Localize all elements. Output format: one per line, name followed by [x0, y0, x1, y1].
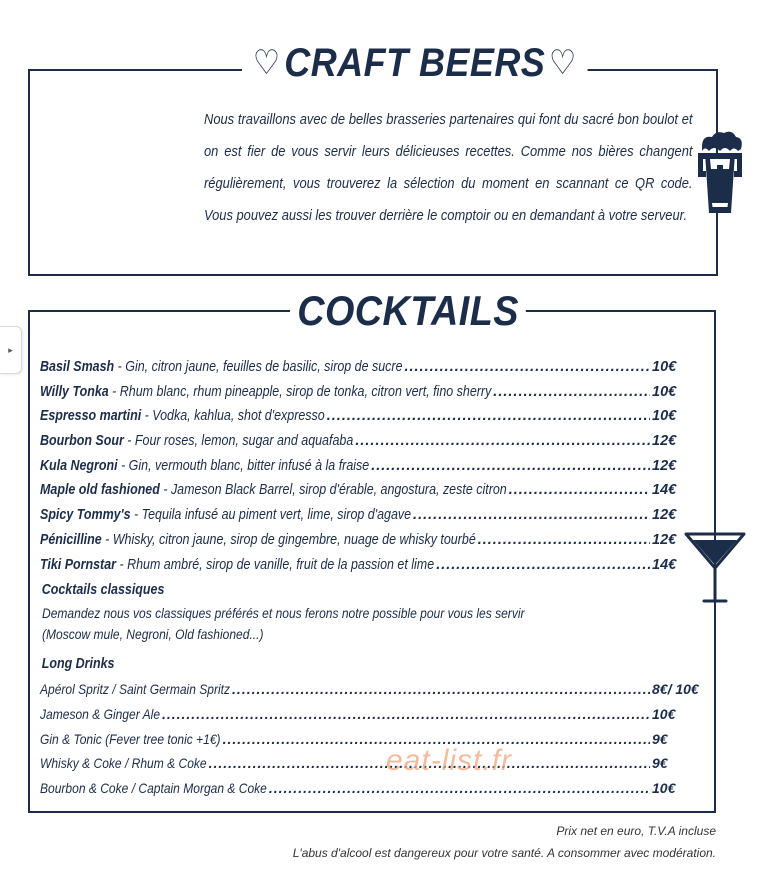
item-name: Spicy Tommy's [40, 507, 131, 524]
menu-item [40, 553, 700, 578]
menu-item [40, 528, 700, 553]
cocktail-menu [40, 355, 700, 801]
dotted-leader [327, 404, 650, 429]
dotted-leader [404, 355, 650, 380]
dotted-leader [509, 478, 650, 503]
beer-glass-icon [694, 129, 746, 215]
menu-item [40, 503, 700, 528]
item-name: Bourbon Sour [40, 433, 128, 450]
item-name: Willy Tonka [40, 383, 109, 400]
dotted-leader [478, 528, 650, 553]
item-price: 10€ [652, 359, 677, 375]
menu-item [40, 429, 700, 454]
craft-beers-title [242, 40, 588, 86]
item-title [40, 380, 491, 405]
item-name: Apérol Spritz / Saint Germain Spritz [40, 681, 231, 698]
classics-heading: Cocktails classiques [41, 582, 165, 599]
long-drink-item [40, 776, 700, 801]
dotted-leader [232, 677, 650, 702]
dotted-leader [413, 503, 650, 528]
item-name: Maple old fashioned [40, 482, 160, 499]
cocktails-title: COCKTAILS [290, 286, 526, 336]
item-title [40, 429, 353, 454]
dotted-leader [355, 429, 650, 454]
item-name: Tiki Pornstar [40, 556, 117, 573]
heart-icon: ♡ [252, 44, 281, 82]
item-name: Espresso martini [40, 408, 145, 425]
item-name: Jameson & Ginger Ale [40, 705, 161, 722]
heart-icon: ♡ [548, 44, 577, 82]
item-name: Bourbon & Coke / Captain Morgan & Coke [40, 779, 267, 796]
item-description: - Rhum blanc, rhum pineapple, sirop de tonka, citron vert, fino sherry [108, 383, 492, 400]
menu-item [40, 404, 700, 429]
long-drink-item [40, 727, 700, 752]
item-title [40, 503, 411, 528]
side-panel-toggle[interactable] [0, 326, 22, 374]
item-price: 14€ [652, 556, 677, 573]
alcohol-warning: L'abus d'alcool est dangereux pour votre santé. A consommer avec modération. [292, 846, 716, 860]
dotted-leader [371, 454, 650, 479]
item-price: 12€ [652, 507, 677, 524]
item-price: 12€ [652, 433, 677, 450]
item-description: - Whisky, citron jaune, sirop de gingembre, nuage de whisky tourbé [101, 531, 476, 548]
classics-line: (Moscow mule, Negroni, Old fashioned...) [42, 626, 264, 643]
item-price: 12€ [652, 457, 677, 474]
classics-line: Demandez nous vos classiques préférés et nous ferons notre possible pour vous les servir [42, 605, 525, 622]
craft-beers-intro: Nous travaillons avec de belles brasseries partenaires qui font du sacré bon boulot et on est fier de vous servir leurs délicieuses recettes. Comme nos bières changent régulièrement, vous trouverez la sélection du moment en scannant ce QR code. Vous pouvez aussi les trouver derrière le comptoir ou en demandant à votre serveur. [204, 111, 693, 224]
item-price: 10€ [652, 408, 677, 425]
item-description: - Jameson Black Barrel, sirop d'érable, angostura, zeste citron [159, 482, 507, 499]
menu-item [40, 478, 700, 503]
craft-beers-title-text: CRAFT BEERS [284, 40, 546, 85]
item-price: 14€ [652, 482, 677, 499]
item-price: 10€ [652, 779, 676, 796]
watermark: eat-list.fr [386, 744, 513, 777]
item-name: Basil Smash [40, 359, 115, 375]
item-title [40, 478, 507, 503]
item-price: 8€/ 10€ [652, 681, 699, 698]
item-name: Whisky & Coke / Rhum & Coke [40, 755, 207, 772]
item-title [40, 404, 325, 429]
item-name: Kula Negroni [40, 457, 122, 474]
item-price: 10€ [652, 705, 676, 722]
long-drink-item [40, 702, 700, 727]
item-title [40, 528, 476, 553]
classics-description [40, 603, 700, 645]
item-name: Gin & Tonic (Fever tree tonic +1€) [40, 730, 221, 747]
item-name: Pénicilline [40, 531, 102, 548]
item-title [40, 553, 434, 578]
menu-item [40, 454, 700, 479]
item-title [40, 355, 403, 380]
item-price: 9€ [652, 755, 668, 772]
item-title [40, 454, 369, 479]
item-description: - Tequila infusé au piment vert, lime, sirop d'agave [130, 507, 412, 524]
menu-item [40, 355, 700, 380]
item-price: 10€ [652, 383, 677, 400]
item-description: - Rhum ambré, sirop de vanille, fruit de la passion et lime [116, 556, 435, 573]
item-description: - Gin, citron jaune, feuilles de basilic, sirop de sucre [114, 359, 403, 375]
price-note: Prix net en euro, T.V.A incluse [556, 824, 716, 838]
chevron-right-icon: ▸ [8, 344, 13, 355]
long-drinks-heading: Long Drinks [41, 656, 115, 673]
dotted-leader [493, 380, 650, 405]
item-price: 12€ [652, 531, 677, 548]
item-description: - Four roses, lemon, sugar and aquafaba [127, 433, 354, 450]
item-description: - Vodka, kahlua, shot d'expresso [144, 408, 325, 425]
long-drink-item [40, 677, 700, 702]
item-description: - Gin, vermouth blanc, bitter infusé à la fraise [121, 457, 370, 474]
dotted-leader [436, 553, 650, 578]
dotted-leader [269, 776, 650, 801]
item-price: 9€ [652, 730, 668, 747]
menu-item [40, 380, 700, 405]
long-drink-item [40, 751, 700, 776]
dotted-leader [162, 702, 650, 727]
